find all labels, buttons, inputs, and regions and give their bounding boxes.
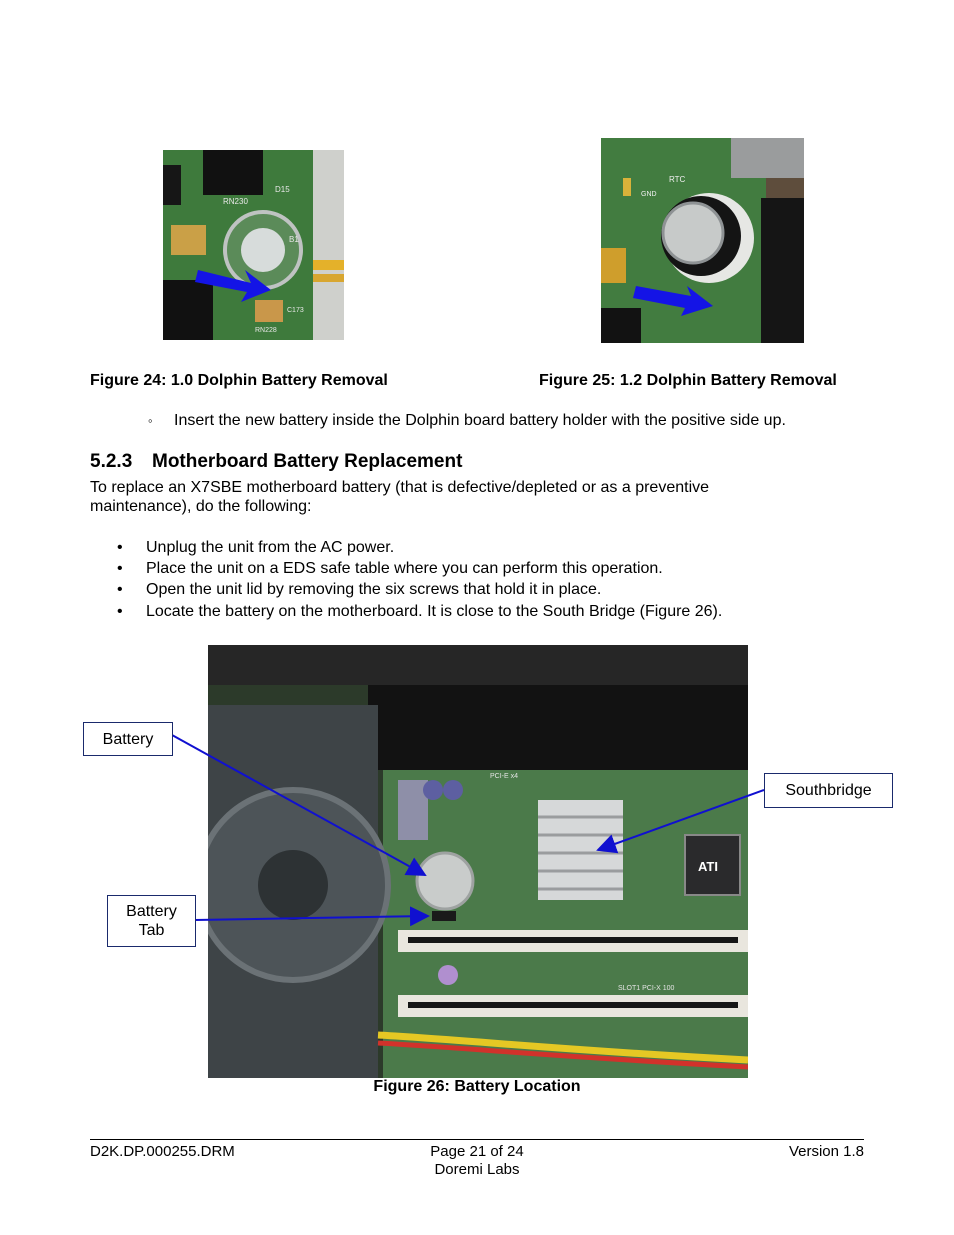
fig24-label-c173: C173: [287, 307, 304, 314]
section-heading: [90, 451, 462, 473]
step-text: Open the unit lid by removing the six screws that hold it in place.: [146, 581, 602, 598]
fig26-label-slot: SLOT1 PCI-X 100: [618, 985, 675, 992]
footer-divider: [90, 1139, 864, 1140]
figure-24-caption: Figure 24: 1.0 Dolphin Battery Removal: [90, 372, 388, 389]
bullet-marker: •: [117, 603, 123, 620]
footer-page-number: Page 21 of 24: [430, 1143, 524, 1160]
step-text: Unplug the unit from the AC power.: [146, 539, 395, 556]
bullet-marker: •: [117, 560, 123, 577]
step-text: Place the unit on a EDS safe table where you can perform this operation.: [146, 560, 663, 577]
fig24-label-rn228: RN228: [255, 327, 277, 334]
fig25-label-gnd: GND: [641, 191, 657, 198]
list-item: [117, 581, 601, 599]
fig24-label-d15: D15: [275, 185, 290, 194]
callout-southbridge: [764, 773, 893, 808]
fig24-label-rn230: RN230: [223, 197, 248, 206]
fig26-label-ati: ATI: [698, 859, 718, 874]
bullet-marker: •: [117, 581, 123, 598]
callout-battery-tab: [107, 895, 196, 947]
fig26-label-pcie: PCI-E x4: [490, 773, 519, 780]
bullet-marker: •: [117, 539, 123, 556]
figure-25-caption: Figure 25: 1.2 Dolphin Battery Removal: [539, 372, 837, 389]
figure-24-photo: [163, 150, 344, 340]
figure-26-photo: [208, 645, 748, 1078]
list-item: [117, 603, 722, 621]
fig25-label-rtc: RTC: [669, 175, 686, 184]
footer-doc-id: D2K.DP.000255.DRM: [90, 1143, 235, 1160]
section-number: 5.2.3: [90, 451, 133, 472]
sub-bullet-item: [148, 411, 786, 430]
list-item: [117, 539, 394, 557]
callout-southbridge-label: Southbridge: [785, 782, 872, 799]
section-title: Motherboard Battery Replacement: [152, 451, 463, 472]
callout-battery: [83, 722, 173, 756]
callout-battery-tab-line2: Tab: [138, 922, 165, 939]
footer-version: Version 1.8: [788, 1143, 864, 1160]
figure-26-caption: Figure 26: Battery Location: [373, 1078, 581, 1095]
sub-bullet-text: Insert the new battery inside the Dolphin board battery holder with the positive side up.: [174, 412, 786, 429]
step-text: Locate the battery on the motherboard. It is close to the South Bridge (Figure 26).: [146, 603, 723, 620]
callout-battery-label: Battery: [102, 730, 154, 748]
section-intro: To replace an X7SBE motherboard battery (that is defective/depleted or as a preventive maintenance), do the following:: [90, 479, 710, 515]
fig24-label-b1: B1: [289, 235, 299, 244]
callout-battery-tab-line1: Battery: [126, 903, 177, 920]
figure-25-photo: [601, 138, 804, 343]
list-item: [117, 560, 663, 578]
footer-company: Doremi Labs: [434, 1161, 520, 1178]
sub-bullet-marker: ◦: [148, 413, 153, 428]
